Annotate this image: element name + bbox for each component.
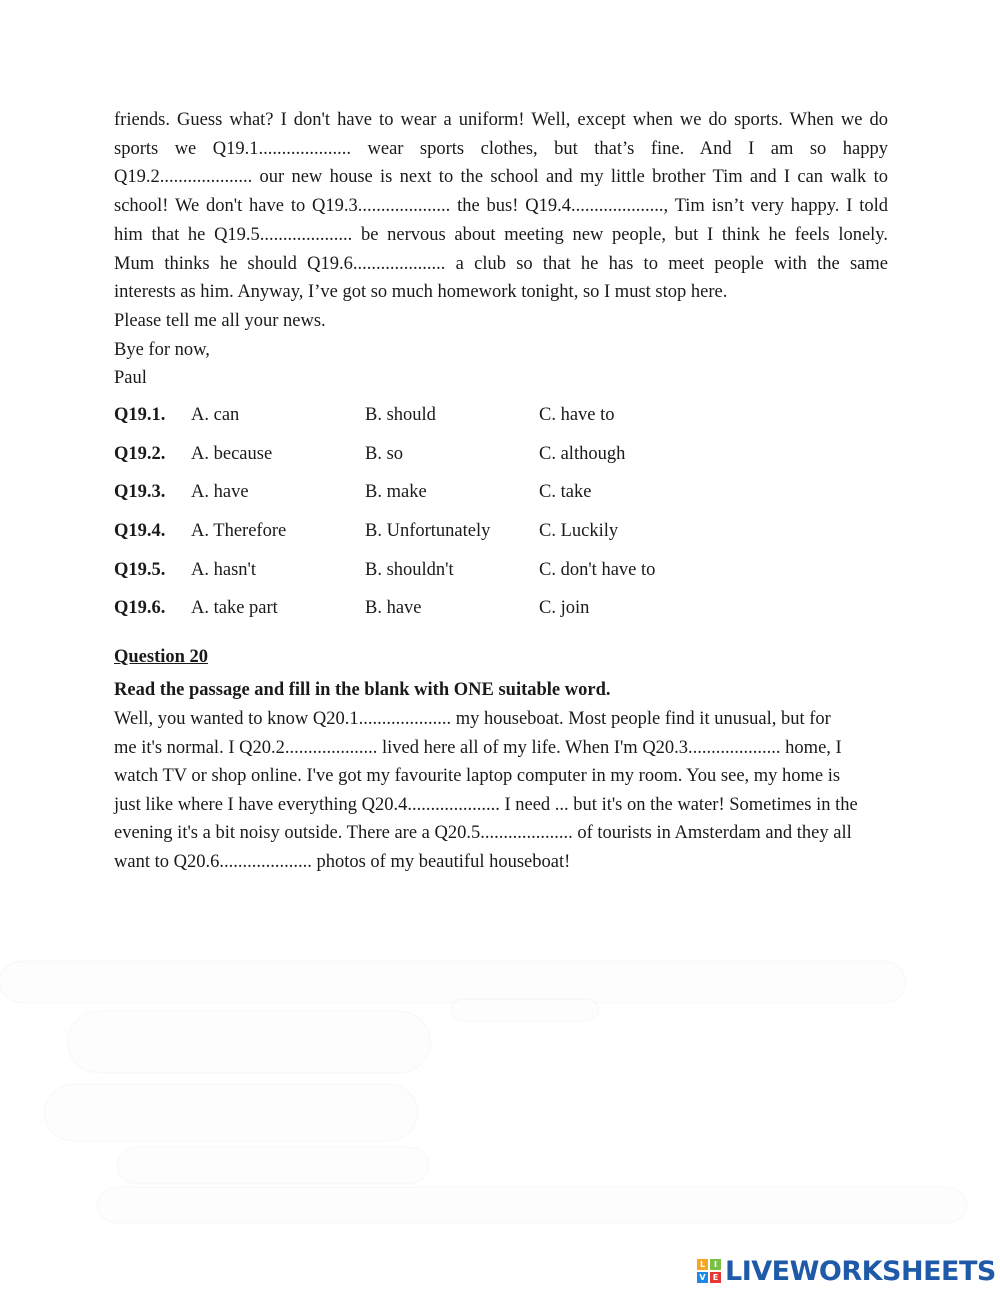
- closing-line: Paul: [114, 368, 147, 389]
- option-c[interactable]: C. join: [539, 598, 590, 618]
- option-b[interactable]: B. so: [365, 444, 404, 464]
- option-a[interactable]: A. because: [191, 444, 273, 464]
- erased-smudge: [0, 962, 905, 1002]
- letter-line: Q19.2.................... our new house is next to the school and my little brother Tim and I can walk to: [114, 167, 888, 188]
- question-number: Q19.2.: [114, 444, 166, 464]
- question-number: Q19.6.: [114, 598, 166, 618]
- option-b[interactable]: B. make: [365, 482, 427, 502]
- option-b[interactable]: B. should: [365, 405, 436, 425]
- letter-line: interests as him. Anyway, I’ve got so much homework tonight, so I must stop here.: [114, 282, 728, 303]
- logo-block: V: [697, 1272, 708, 1283]
- option-c[interactable]: C. although: [539, 444, 626, 464]
- erased-smudge: [98, 1188, 966, 1222]
- passage-line: watch TV or shop online. I've got my favourite laptop computer in my room. You see, my home is: [114, 766, 841, 787]
- logo-block: L: [697, 1259, 708, 1270]
- option-b[interactable]: B. have: [365, 598, 422, 618]
- letter-line: Mum thinks he should Q19.6.................... a club so that he has to meet people with the same: [114, 253, 888, 274]
- option-b[interactable]: B. Unfortunately: [365, 521, 491, 541]
- logo-text: LIVEWORKSHEETS: [725, 1255, 996, 1287]
- letter-line: friends. Guess what? I don't have to wear a uniform! Well, except when we do sports. When we do: [114, 110, 888, 130]
- option-c[interactable]: C. have to: [539, 405, 615, 425]
- liveworksheets-logo: [697, 1254, 996, 1288]
- option-a[interactable]: A. Therefore: [191, 521, 287, 541]
- passage-line: evening it's a bit noisy outside. There are a Q20.5.................... of tourists in Amsterdam and they all: [114, 823, 852, 844]
- question-number: Q19.1.: [114, 405, 166, 425]
- option-c[interactable]: C. don't have to: [539, 560, 656, 580]
- closing-line: Bye for now,: [114, 339, 210, 360]
- logo-blocks: [697, 1259, 721, 1283]
- option-c[interactable]: C. take: [539, 482, 592, 502]
- question-20-heading: Question 20: [114, 647, 209, 667]
- logo-block: E: [710, 1272, 721, 1283]
- letter-line: sports we Q19.1.................... wear sports clothes, but that’s fine. And I am so happy: [114, 138, 888, 159]
- question-20-passage: [114, 705, 858, 877]
- erased-smudge: [68, 1012, 430, 1072]
- question-number: Q19.3.: [114, 482, 166, 502]
- question-number: Q19.5.: [114, 560, 166, 580]
- option-a[interactable]: A. hasn't: [191, 560, 256, 580]
- question-number: Q19.4.: [114, 521, 166, 541]
- logo-block: I: [710, 1259, 721, 1270]
- option-c[interactable]: C. Luckily: [539, 521, 619, 541]
- question-20-instruction: Read the passage and fill in the blank with ONE suitable word.: [114, 680, 611, 700]
- erased-smudge: [452, 1000, 598, 1020]
- passage-line: want to Q20.6.................... photos of my beautiful houseboat!: [114, 851, 571, 872]
- option-a[interactable]: A. have: [191, 482, 249, 502]
- erased-smudge: [45, 1085, 417, 1140]
- passage-line: Well, you wanted to know Q20.1.................... my houseboat. Most people find it unusual, but for: [114, 709, 831, 729]
- letter-paragraph: [114, 106, 888, 307]
- option-b[interactable]: B. shouldn't: [365, 560, 454, 580]
- closing-line: Please tell me all your news.: [114, 311, 326, 331]
- letter-line: him that he Q19.5.................... be nervous about meeting new people, but I think he feels lonely.: [114, 224, 888, 245]
- letter-line: school! We don't have to Q19.3.................... the bus! Q19.4...................., Tim isn’t very happy. I told: [114, 196, 888, 217]
- option-a[interactable]: A. can: [191, 405, 240, 425]
- option-a[interactable]: A. take part: [191, 598, 278, 618]
- erased-smudge: [118, 1148, 428, 1183]
- letter-closing: [114, 307, 326, 393]
- passage-line: me it's normal. I Q20.2.................... lived here all of my life. When I'm Q20.3.................... home, I: [114, 737, 842, 758]
- passage-line: just like where I have everything Q20.4.................... I need ... but it's on the water! Sometimes in the: [114, 794, 858, 815]
